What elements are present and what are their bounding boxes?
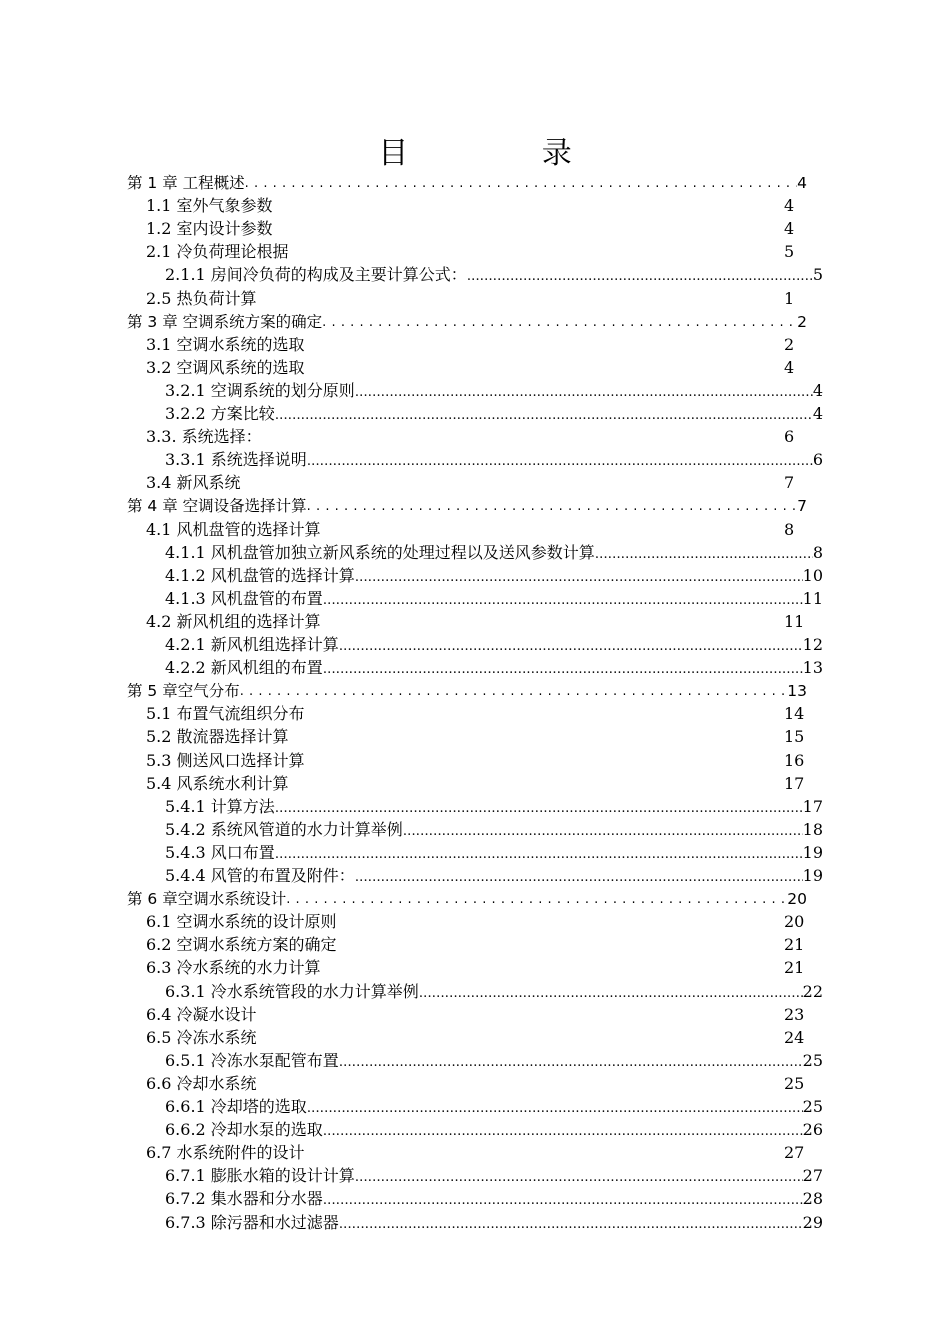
toc-entry[interactable] bbox=[165, 449, 823, 471]
toc-entry-page: 21 bbox=[784, 958, 805, 978]
toc-entry-title: 6.4 冷凝水设计 bbox=[146, 1004, 257, 1024]
toc-entry[interactable] bbox=[146, 611, 806, 633]
toc-entry-page: 19 bbox=[802, 866, 823, 885]
toc-entry[interactable] bbox=[146, 1073, 806, 1095]
toc-entry-page: 1 bbox=[784, 288, 795, 308]
toc-entry[interactable] bbox=[165, 565, 823, 587]
dot-leader bbox=[355, 565, 803, 587]
toc-entry-title: 1.2 室内设计参数 bbox=[146, 219, 273, 239]
toc-entry-title: 5.4.1 计算方法 bbox=[165, 796, 275, 816]
toc-entry-title: 6.7.2 集水器和分水器 bbox=[165, 1189, 323, 1209]
toc-entry-page: 11 bbox=[784, 611, 805, 631]
dot-leader bbox=[323, 1119, 803, 1141]
dot-leader bbox=[355, 865, 803, 887]
toc-entry[interactable] bbox=[146, 519, 806, 541]
toc-entry-page: 25 bbox=[802, 1050, 823, 1070]
toc-entry-page: 28 bbox=[802, 1189, 823, 1209]
page-title: 目 录 bbox=[378, 136, 634, 171]
toc-entry[interactable] bbox=[127, 172, 807, 194]
toc-entry[interactable] bbox=[146, 911, 806, 933]
toc-entry-page: 4 bbox=[784, 357, 795, 377]
toc-entry-title: 6.1 空调水系统的设计原则 bbox=[146, 912, 337, 932]
toc-entry-page: 20 bbox=[784, 912, 805, 932]
toc-entry-title: 5.1 布置气流组织分布 bbox=[146, 704, 305, 724]
toc-entry-page: 4 bbox=[797, 174, 807, 192]
toc-entry-page: 4 bbox=[784, 196, 795, 216]
toc-entry-page: 16 bbox=[784, 750, 805, 770]
toc-entry-title: 3.3. 系统选择： bbox=[146, 427, 262, 447]
toc-entry[interactable] bbox=[165, 865, 823, 887]
toc-entry-title: 6.6.2 冷却水泵的选取 bbox=[165, 1120, 323, 1140]
toc-entry-title: 2.1.1 房间冷负荷的构成及主要计算公式： bbox=[165, 265, 467, 285]
toc-entry[interactable] bbox=[165, 796, 823, 818]
toc-entry-title: 第 1 章 工程概述 bbox=[127, 174, 245, 192]
dot-leader bbox=[245, 172, 797, 194]
toc-entry[interactable] bbox=[146, 426, 806, 448]
dot-leader bbox=[307, 495, 797, 517]
toc-entry[interactable] bbox=[146, 357, 806, 379]
toc-entry-title: 4.2.2 新风机组的布置 bbox=[165, 658, 323, 678]
toc-entry-title: 第 6 章空调水系统设计 bbox=[127, 890, 287, 909]
toc-entry-page: 19 bbox=[802, 842, 823, 862]
toc-entry[interactable] bbox=[146, 218, 806, 240]
toc-entry-title: 4.1.3 风机盘管的布置 bbox=[165, 588, 323, 608]
toc-entry-page: 14 bbox=[784, 704, 805, 724]
toc-entry[interactable] bbox=[127, 888, 807, 910]
toc-entry[interactable] bbox=[146, 288, 806, 310]
toc-entry[interactable] bbox=[165, 1119, 823, 1141]
dot-leader bbox=[595, 542, 813, 564]
toc-entry-title: 5.3 侧送风口选择计算 bbox=[146, 750, 305, 770]
toc-entry[interactable] bbox=[165, 1212, 823, 1234]
toc-entry-title: 2.1 冷负荷理论根据 bbox=[146, 242, 289, 262]
toc-entry-page: 7 bbox=[797, 497, 807, 516]
dot-leader bbox=[339, 634, 803, 656]
toc-entry-page: 18 bbox=[802, 819, 823, 839]
toc-entry[interactable] bbox=[146, 472, 806, 494]
toc-entry-page: 25 bbox=[802, 1097, 823, 1116]
toc-entry-page: 6 bbox=[784, 427, 795, 447]
toc-entry[interactable] bbox=[165, 380, 823, 402]
dot-leader bbox=[323, 1188, 803, 1210]
dot-leader bbox=[275, 403, 813, 425]
toc-entry[interactable] bbox=[165, 1188, 823, 1210]
dot-leader bbox=[307, 449, 813, 471]
toc-entry-page: 4 bbox=[812, 404, 823, 423]
toc-entry[interactable] bbox=[146, 934, 806, 956]
toc-entry-title: 1.1 室外气象参数 bbox=[146, 196, 273, 216]
toc-entry-title: 6.6 冷却水系统 bbox=[146, 1073, 257, 1093]
toc-entry-page: 4 bbox=[812, 380, 823, 400]
dot-leader bbox=[275, 796, 803, 818]
toc-entry-page: 25 bbox=[784, 1073, 805, 1093]
toc-entry[interactable] bbox=[165, 1096, 823, 1118]
toc-entry-page: 2 bbox=[797, 312, 807, 331]
toc-entry[interactable] bbox=[165, 819, 823, 841]
toc-entry[interactable] bbox=[165, 403, 823, 425]
toc-entry-page: 24 bbox=[784, 1027, 805, 1047]
dot-leader bbox=[403, 819, 803, 841]
toc-entry-page: 20 bbox=[787, 890, 807, 909]
toc-entry-title: 3.4 新风系统 bbox=[146, 473, 241, 493]
toc-entry-title: 2.5 热负荷计算 bbox=[146, 288, 257, 308]
toc-entry-title: 5.4 风系统水利计算 bbox=[146, 773, 289, 793]
toc-entry-page: 22 bbox=[802, 981, 823, 1001]
dot-leader bbox=[286, 888, 787, 910]
toc-entry-title: 第 5 章空气分布 bbox=[127, 682, 240, 701]
toc-entry-page: 27 bbox=[784, 1143, 805, 1163]
toc-entry-title: 5.4.3 风口布置 bbox=[165, 842, 275, 862]
toc-entry-title: 3.2.2 方案比较 bbox=[165, 404, 275, 423]
toc-entry-title: 6.7.3 除污器和水过滤器 bbox=[165, 1212, 339, 1232]
toc-entry[interactable] bbox=[146, 726, 806, 748]
toc-entry-title: 第 3 章 空调系统方案的确定 bbox=[127, 312, 323, 331]
toc-entry[interactable] bbox=[146, 334, 806, 356]
toc-entry-page: 23 bbox=[784, 1004, 805, 1024]
toc-entry-page: 11 bbox=[802, 588, 823, 608]
toc-entry-page: 26 bbox=[802, 1120, 823, 1140]
toc-entry[interactable] bbox=[165, 1165, 823, 1187]
toc-entry[interactable] bbox=[146, 195, 806, 217]
toc-entry[interactable] bbox=[146, 957, 806, 979]
toc-entry-title: 4.2.1 新风机组选择计算 bbox=[165, 635, 339, 654]
toc-entry-title: 4.2 新风机组的选择计算 bbox=[146, 611, 321, 631]
toc-entry-title: 第 4 章 空调设备选择计算 bbox=[127, 497, 307, 516]
toc-entry[interactable] bbox=[146, 773, 806, 795]
toc-entry[interactable] bbox=[146, 241, 806, 263]
dot-leader bbox=[355, 1165, 803, 1187]
toc-entry-title: 5.2 散流器选择计算 bbox=[146, 727, 289, 747]
toc-entry-title: 5.4.4 风管的布置及附件： bbox=[165, 866, 355, 885]
toc-entry[interactable] bbox=[146, 1027, 806, 1049]
toc-entry-title: 4.1 风机盘管的选择计算 bbox=[146, 519, 321, 539]
dot-leader bbox=[467, 264, 813, 286]
toc-entry-page: 17 bbox=[784, 773, 805, 793]
toc-entry-page: 29 bbox=[802, 1212, 823, 1232]
dot-leader bbox=[240, 680, 788, 702]
toc-entry-page: 5 bbox=[784, 242, 795, 262]
toc-entry-page: 17 bbox=[802, 796, 823, 816]
dot-leader bbox=[323, 588, 803, 610]
toc-entry-page: 4 bbox=[784, 219, 795, 239]
toc-entry[interactable] bbox=[146, 750, 806, 772]
toc-entry[interactable] bbox=[165, 842, 823, 864]
toc-entry-title: 6.2 空调水系统方案的确定 bbox=[146, 935, 337, 955]
toc-entry[interactable] bbox=[165, 634, 823, 656]
dot-leader bbox=[307, 1096, 803, 1118]
toc-entry-page: 10 bbox=[802, 565, 823, 585]
toc-entry[interactable] bbox=[165, 981, 823, 1003]
toc-entry-title: 5.4.2 系统风管道的水力计算举例 bbox=[165, 819, 403, 839]
dot-leader bbox=[322, 311, 797, 333]
toc-entry[interactable] bbox=[165, 264, 823, 286]
toc-entry-title: 4.1.1 风机盘管加独立新风系统的处理过程以及送风参数计算 bbox=[165, 542, 595, 562]
toc-entry-title: 6.6.1 冷却塔的选取 bbox=[165, 1097, 307, 1116]
toc-entry-title: 6.7 水系统附件的设计 bbox=[146, 1143, 305, 1163]
dot-leader bbox=[339, 1050, 803, 1072]
toc-entry[interactable] bbox=[146, 1142, 806, 1164]
toc-entry-title: 6.5 冷冻水系统 bbox=[146, 1027, 257, 1047]
toc-entry-page: 21 bbox=[784, 935, 805, 955]
toc-entry-title: 6.3 冷水系统的水力计算 bbox=[146, 958, 321, 978]
toc-entry-title: 3.3.1 系统选择说明 bbox=[165, 450, 307, 470]
dot-leader bbox=[275, 842, 803, 864]
dot-leader bbox=[339, 1212, 803, 1234]
toc-entry-page: 5 bbox=[812, 265, 823, 285]
toc-entry-title: 6.5.1 冷冻水泵配管布置 bbox=[165, 1050, 339, 1070]
toc-entry[interactable] bbox=[127, 680, 807, 702]
toc-entry-title: 6.7.1 膨胀水箱的设计计算 bbox=[165, 1166, 355, 1186]
toc-entry[interactable] bbox=[146, 703, 806, 725]
toc-entry-title: 6.3.1 冷水系统管段的水力计算举例 bbox=[165, 981, 419, 1001]
toc-entry-page: 7 bbox=[784, 473, 795, 493]
toc-entry[interactable] bbox=[165, 542, 823, 564]
dot-leader bbox=[419, 981, 803, 1003]
toc-entry-title: 3.1 空调水系统的选取 bbox=[146, 334, 305, 354]
toc-entry-page: 2 bbox=[784, 334, 795, 354]
toc-entry-title: 3.2 空调风系统的选取 bbox=[146, 357, 305, 377]
dot-leader bbox=[355, 380, 813, 402]
toc-entry-title: 3.2.1 空调系统的划分原则 bbox=[165, 380, 355, 400]
toc-entry[interactable] bbox=[127, 495, 807, 517]
toc-entry[interactable] bbox=[165, 657, 823, 679]
toc-entry[interactable] bbox=[146, 1004, 806, 1026]
toc-entry-page: 12 bbox=[802, 635, 823, 654]
toc-entry-page: 27 bbox=[802, 1166, 823, 1186]
dot-leader bbox=[323, 657, 803, 679]
toc-entry-page: 15 bbox=[784, 727, 805, 747]
toc-entry-page: 13 bbox=[787, 682, 807, 701]
toc-entry-page: 8 bbox=[784, 519, 795, 539]
toc-entry-page: 13 bbox=[802, 658, 823, 678]
toc-entry[interactable] bbox=[127, 311, 807, 333]
toc-entry[interactable] bbox=[165, 588, 823, 610]
toc-entry-page: 8 bbox=[812, 542, 823, 562]
toc-entry[interactable] bbox=[165, 1050, 823, 1072]
toc-entry-title: 4.1.2 风机盘管的选择计算 bbox=[165, 565, 355, 585]
toc-entry-page: 6 bbox=[812, 450, 823, 470]
